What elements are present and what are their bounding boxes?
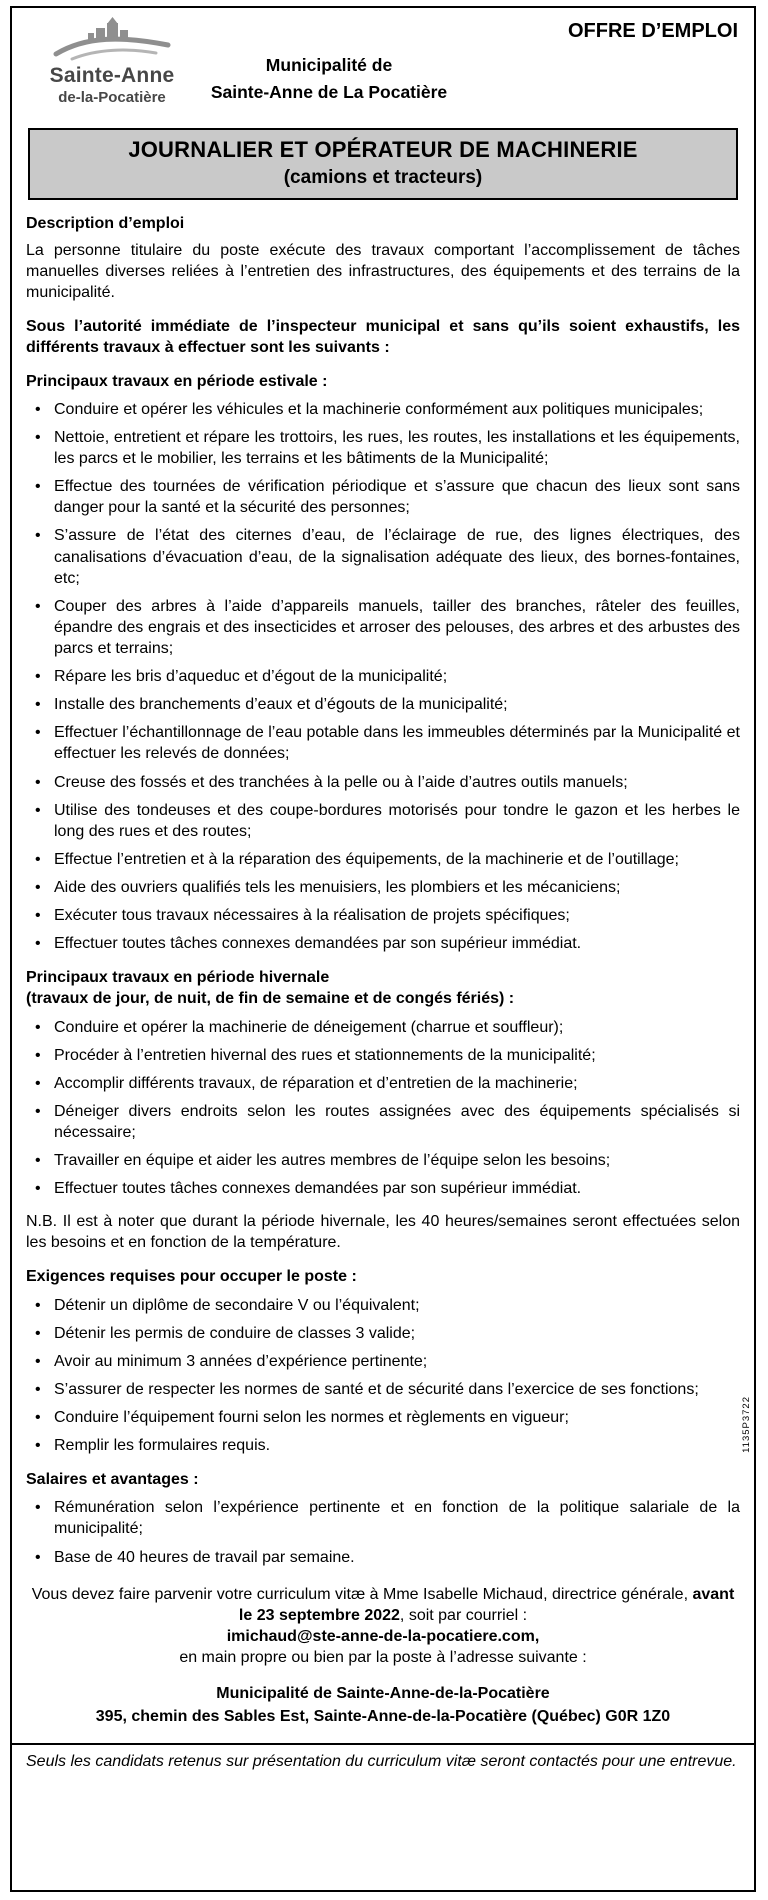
list-item: • Installe des branchements d’eaux et d’égouts de la municipalité; xyxy=(26,694,740,715)
list-item: • Conduire et opérer la machinerie de déneigement (charrue et souffleur); xyxy=(26,1017,740,1038)
list-item: • Aide des ouvriers qualifiés tels les menuisiers, les plombiers et les mécaniciens; xyxy=(26,877,740,898)
list-item: • S’assurer de respecter les normes de santé et de sécurité dans l’exercice de ses fonctions; xyxy=(26,1379,740,1400)
list-item: • Couper des arbres à l’aide d’appareils manuels, tailler des branches, râteler des feuilles, épandre des engrais et des insecticides et arroser des pelouses, des arbres et des arbustes des parcs et terrains; xyxy=(26,596,740,659)
list-item: • Détenir un diplôme de secondaire V ou l’équivalent; xyxy=(26,1295,740,1316)
logo-text-line1: Sainte-Anne xyxy=(49,64,175,87)
description-heading: Description d’emploi xyxy=(26,215,185,233)
application-text-part2: , soit par courriel : xyxy=(399,1606,528,1624)
application-deadline: avant le 23 septembre 2022 xyxy=(238,1585,735,1624)
municipality-name xyxy=(154,12,504,106)
salary-heading: Salaires et avantages : xyxy=(26,1471,199,1489)
job-posting-page xyxy=(10,6,756,1892)
winter-tasks-list xyxy=(26,1017,740,1200)
municipality-name-line2: Sainte-Anne de La Pocatière xyxy=(210,82,448,103)
summer-tasks-heading: Principaux travaux en période estivale : xyxy=(26,372,328,390)
application-text-part1: Vous devez faire parvenir votre curriculum vitæ à Mme Isabelle Michaud, directrice générale, xyxy=(31,1585,693,1603)
list-item: • Remplir les formulaires requis. xyxy=(26,1435,740,1456)
application-email-suffix: , xyxy=(534,1627,540,1645)
requirements-list xyxy=(26,1295,740,1457)
list-item: • Effectuer toutes tâches connexes demandées par son supérieur immédiat. xyxy=(26,1178,740,1199)
job-title-subtitle: (camions et tracteurs) xyxy=(283,167,483,189)
logo-graphic-icon xyxy=(52,16,172,62)
list-item: • S’assure de l’état des citernes d’eau, de l’éclairage de rue, des lignes électriques, des canalisations d’évacuation d’eau, de la signalisation adéquate des lieux, des bornes-fontaines, etc; xyxy=(26,525,740,588)
list-item: • Effectuer l’échantillonnage de l’eau potable dans les immeubles déterminés par la Municipalité et effectuer les relevés de données; xyxy=(26,722,740,764)
application-text-part3: en main propre ou bien par la poste à l’adresse suivante : xyxy=(179,1649,587,1667)
job-title: JOURNALIER ET OPÉRATEUR DE MACHINERIE xyxy=(128,137,638,162)
logo-text-line2: de-la-Pocatière xyxy=(58,88,166,106)
list-item: • Nettoie, entretient et répare les trottoirs, les rues, les routes, les installations et les équipements, les parcs et le mobilier, les terrains et les bâtiments de la Municipalité; xyxy=(26,427,740,469)
requirements-heading: Exigences requises pour occuper le poste : xyxy=(26,1268,357,1286)
list-item: • Travailler en équipe et aider les autres membres de l’équipe selon les besoins; xyxy=(26,1150,740,1171)
winter-tasks-heading-line2: (travaux de jour, de nuit, de fin de semaine et de congés fériés) : xyxy=(26,990,515,1008)
address-line1: Municipalité de Sainte-Anne-de-la-Pocatière xyxy=(216,1685,550,1703)
list-item: • Conduire et opérer les véhicules et la machinerie conformément aux politiques municipales; xyxy=(26,399,740,420)
description-paragraph: La personne titulaire du poste exécute des travaux comportant l’accomplissement de tâches manuelles diverses reliées à l’entretien des infrastructures, des équipements et des terrains de la municipalité. xyxy=(26,242,740,302)
winter-tasks-heading xyxy=(26,967,740,1009)
list-item: • Base de 40 heures de travail par semaine. xyxy=(26,1547,740,1568)
list-item: • Effectue des tournées de vérification périodique et s’assure que chacun des lieux sont sans danger pour la santé et la sécurité des personnes; xyxy=(26,476,740,518)
list-item: • Conduire l’équipement fourni selon les normes et règlements en vigueur; xyxy=(26,1407,740,1428)
footer-note: Seuls les candidats retenus sur présentation du curriculum vitæ seront contactés pour une entrevue. xyxy=(26,1752,737,1770)
list-item: • Répare les bris d’aqueduc et d’égout de la municipalité; xyxy=(26,666,740,687)
list-item: • Détenir les permis de conduire de classes 3 valide; xyxy=(26,1323,740,1344)
list-item: • Exécuter tous travaux nécessaires à la réalisation de projets spécifiques; xyxy=(26,905,740,926)
list-item: • Effectue l’entretien et à la réparation des équipements, de la machinerie et de l’outillage; xyxy=(26,849,740,870)
list-item: • Rémunération selon l’expérience pertinente et en fonction de la politique salariale de la municipalité; xyxy=(26,1497,740,1539)
authority-paragraph: Sous l’autorité immédiate de l’inspecteur municipal et sans qu’ils soient exhaustifs, les différents travaux à effectuer sont les suivants : xyxy=(26,317,740,356)
list-item: • Utilise des tondeuses et des coupe-bordures motorisés pour tondre le gazon et les herbes le long des rues et des routes; xyxy=(26,800,740,842)
header xyxy=(26,12,740,124)
list-item: • Procéder à l’entretien hivernal des rues et stationnements de la municipalité; xyxy=(26,1045,740,1066)
application-email: imichaud@ste-anne-de-la-pocatiere.com xyxy=(226,1627,535,1645)
list-item: • Accomplir différents travaux, de réparation et d’entretien de la machinerie; xyxy=(26,1073,740,1094)
mailing-address xyxy=(26,1682,740,1728)
application-instructions xyxy=(26,1584,740,1668)
address-line2: 395, chemin des Sables Est, Sainte-Anne-de-la-Pocatière (Québec) G0R 1Z0 xyxy=(95,1708,671,1726)
winter-tasks-heading-line1: Principaux travaux en période hivernale xyxy=(26,969,330,987)
list-item: • Creuse des fossés et des tranchées à la pelle ou à l’aide d’autres outils manuels; xyxy=(26,772,740,793)
summer-tasks-list xyxy=(26,399,740,954)
list-item: • Déneiger divers endroits selon les routes assignées avec des équipements spécialisés si nécessaire; xyxy=(26,1101,740,1143)
salary-list xyxy=(26,1497,740,1567)
job-title-bar xyxy=(28,128,738,200)
offer-label: OFFRE D’EMPLOI xyxy=(568,20,738,42)
footer-divider xyxy=(12,1743,754,1745)
list-item: • Avoir au minimum 3 années d’expérience pertinente; xyxy=(26,1351,740,1372)
print-reference-code: 1135P3722 xyxy=(741,1396,753,1453)
municipality-logo xyxy=(34,16,190,108)
municipality-name-line1: Municipalité de xyxy=(265,55,393,75)
list-item: • Effectuer toutes tâches connexes demandées par son supérieur immédiat. xyxy=(26,933,740,954)
nb-paragraph: N.B. Il est à noter que durant la période hivernale, les 40 heures/semaines seront effectuées selon les besoins et en fonction de la température. xyxy=(26,1213,740,1252)
